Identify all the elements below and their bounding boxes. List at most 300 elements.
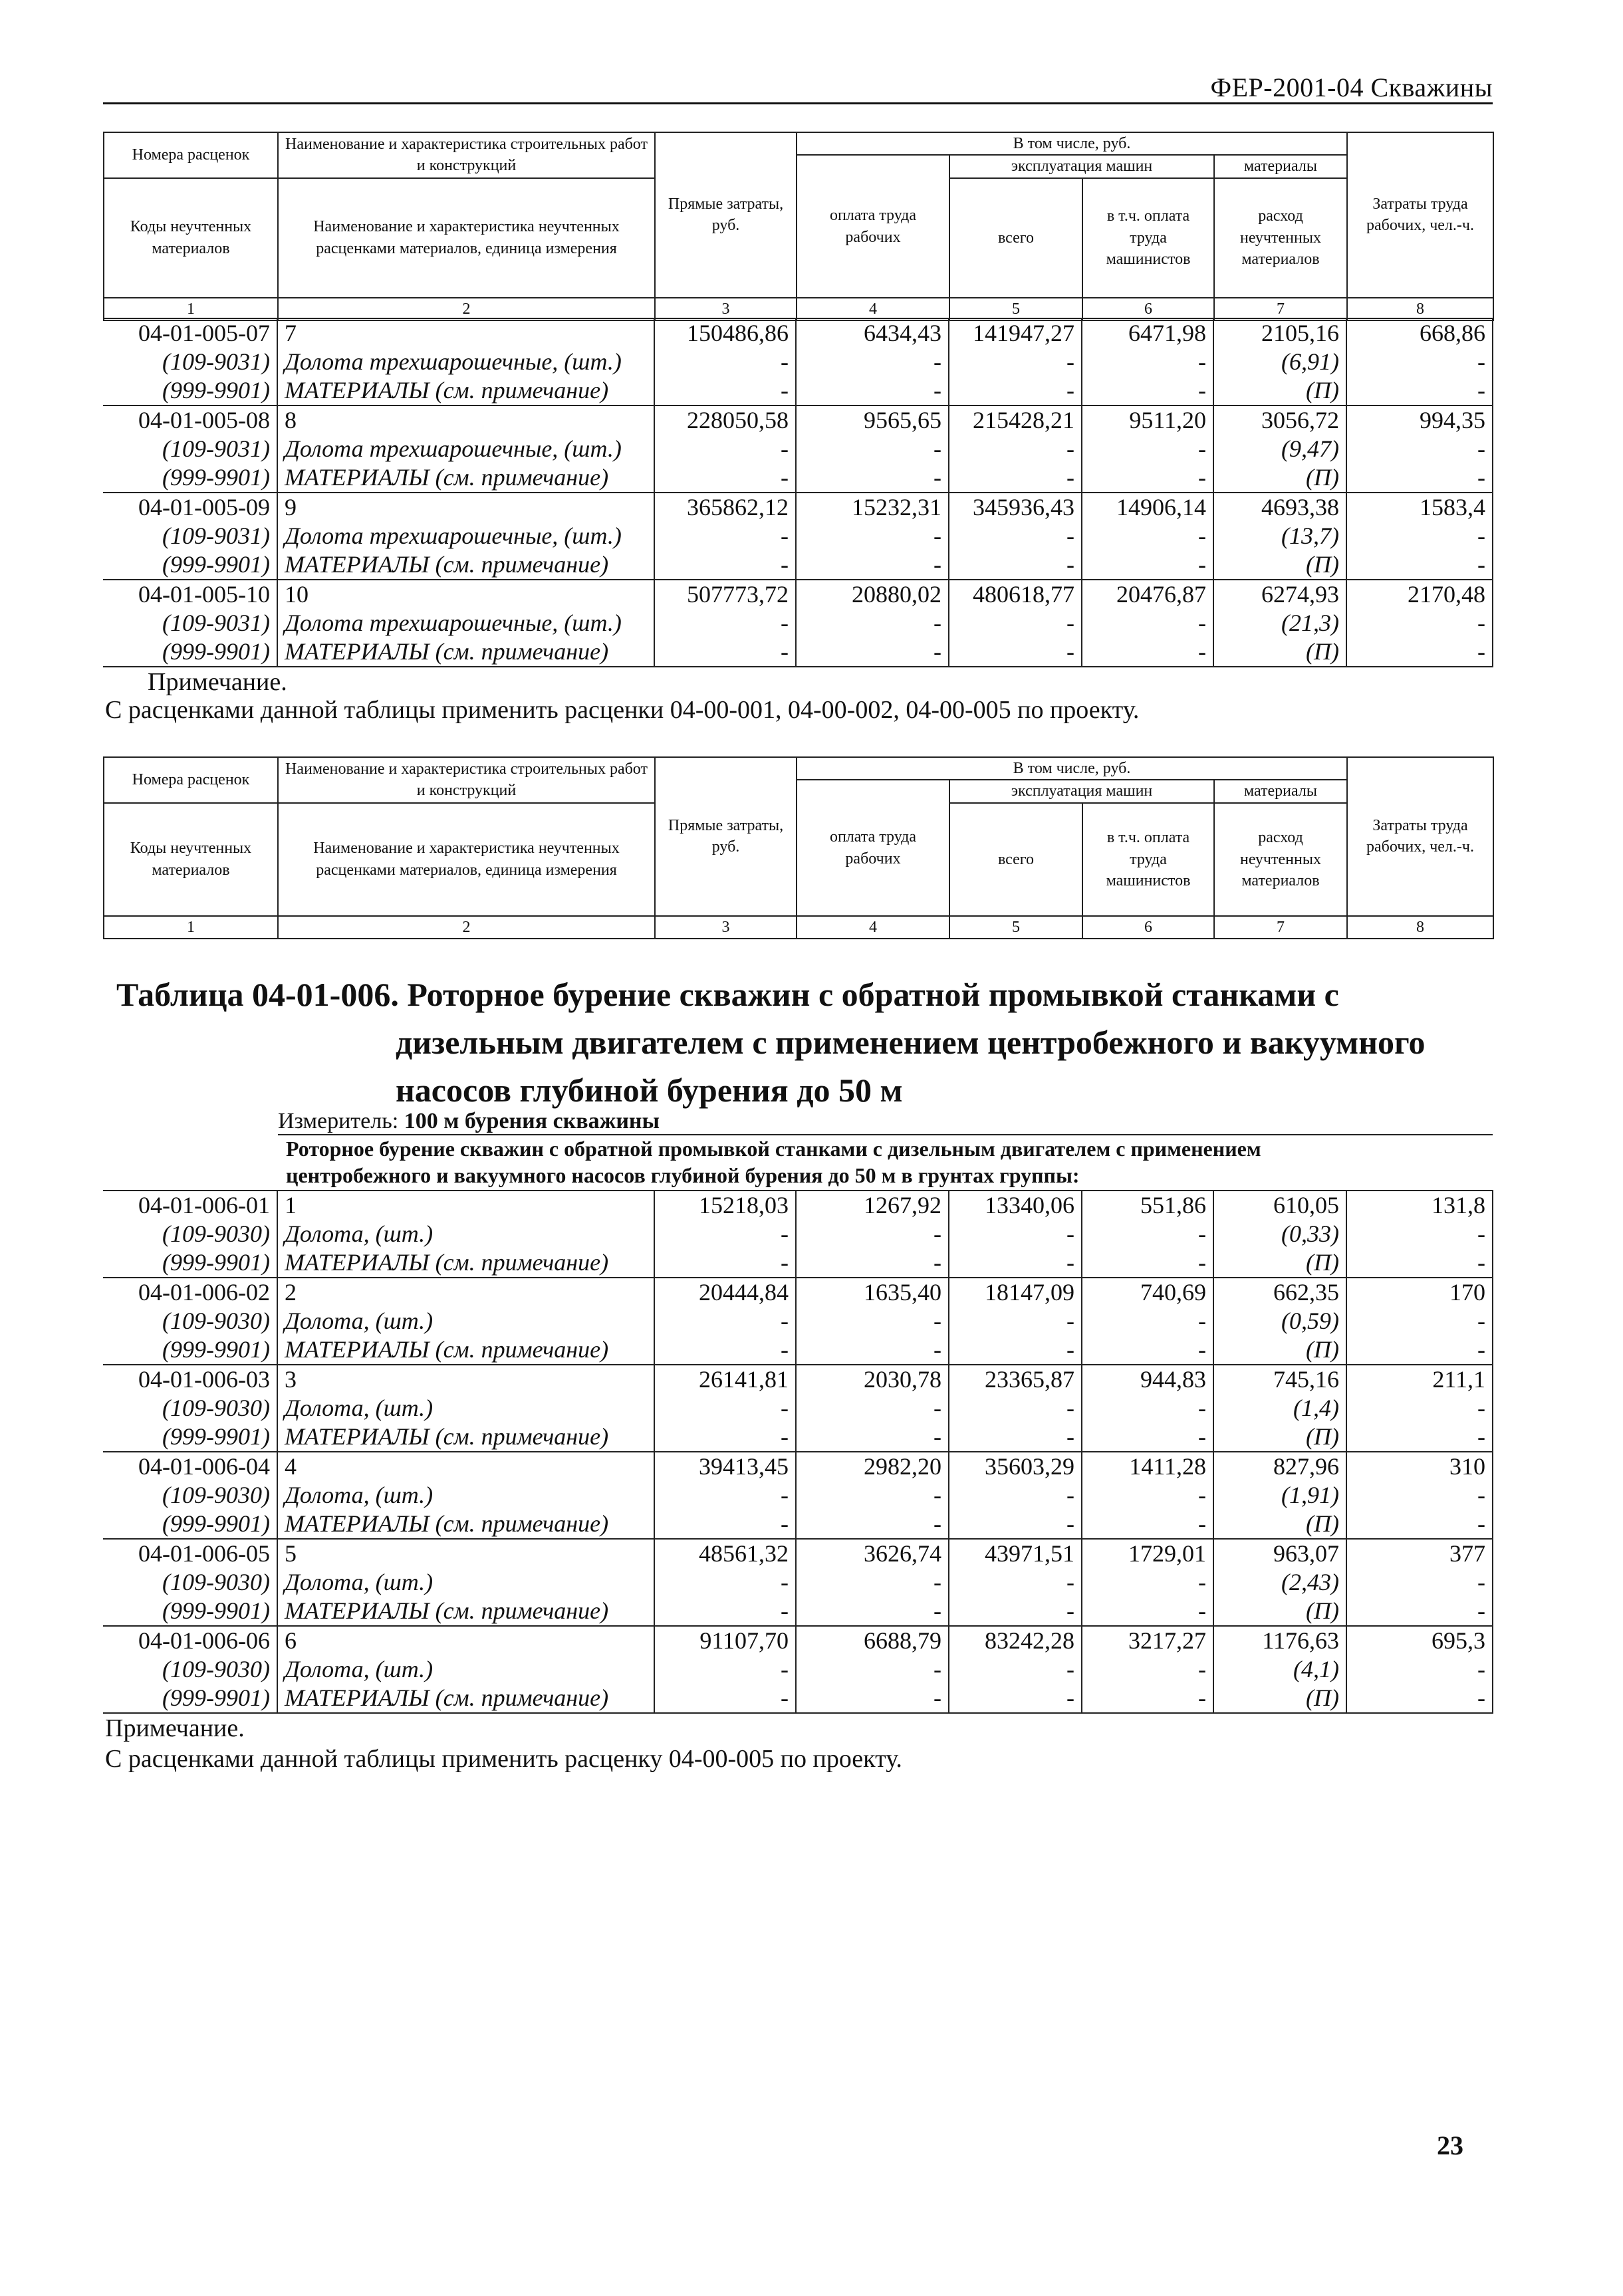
value-cell: - <box>949 522 1082 550</box>
value-cell: (П) <box>1213 376 1346 405</box>
value-cell: - <box>796 348 949 376</box>
value-cell: - <box>654 1307 796 1335</box>
material-row <box>103 376 1493 405</box>
caption-line2: центробежного и вакуумного насосов глубиной бурения до 50 м в грунтах группы: <box>286 1163 1080 1187</box>
rate-code: (999-9901) <box>103 463 277 493</box>
table2-title-line2: дизельным двигателем с применением центробежного и вакуумного <box>396 1024 1426 1061</box>
value-cell: 39413,45 <box>654 1452 796 1481</box>
rate-name: МАТЕРИАЛЫ (см. примечание) <box>277 376 654 405</box>
rate-name: Долота трехшарошечные, (шт.) <box>277 609 654 637</box>
value-cell: 9565,65 <box>796 405 949 435</box>
rate-name: Долота, (шт.) <box>277 1655 654 1684</box>
col-number: 2 <box>278 298 655 320</box>
rate-code: (999-9901) <box>103 1423 277 1452</box>
value-cell: - <box>1082 609 1213 637</box>
value-cell: (21,3) <box>1213 609 1346 637</box>
rate-name: МАТЕРИАЛЫ (см. примечание) <box>277 1335 654 1365</box>
value-cell: - <box>1346 1220 1493 1248</box>
table2-column-header <box>103 756 1494 939</box>
rate-row <box>103 405 1493 435</box>
value-cell: - <box>1346 1684 1493 1713</box>
value-cell: 6434,43 <box>796 318 949 348</box>
value-cell: - <box>1082 1394 1213 1423</box>
value-cell: - <box>796 1423 949 1452</box>
value-cell: - <box>949 1481 1082 1510</box>
value-cell: - <box>949 637 1082 667</box>
value-cell: - <box>796 376 949 405</box>
rate-name: Долота, (шт.) <box>277 1568 654 1597</box>
value-cell: - <box>1346 376 1493 405</box>
value-cell: - <box>1082 376 1213 405</box>
value-cell: 610,05 <box>1213 1191 1346 1220</box>
value-cell: 228050,58 <box>654 405 796 435</box>
value-cell: 20444,84 <box>654 1278 796 1307</box>
col-number: 1 <box>104 916 278 939</box>
value-cell: - <box>654 637 796 667</box>
value-cell: - <box>796 1335 949 1365</box>
value-cell: 2105,16 <box>1213 318 1346 348</box>
value-cell: - <box>1346 609 1493 637</box>
value-cell: - <box>1346 463 1493 493</box>
rate-name: МАТЕРИАЛЫ (см. примечание) <box>277 1248 654 1278</box>
rate-code: (999-9901) <box>103 550 277 580</box>
rate-row <box>103 1278 1493 1307</box>
material-row <box>103 1684 1493 1713</box>
material-row <box>103 1335 1493 1365</box>
value-cell: 310 <box>1346 1452 1493 1481</box>
value-cell: - <box>1346 1394 1493 1423</box>
value-cell: - <box>949 1423 1082 1452</box>
value-cell: - <box>949 609 1082 637</box>
col-material-consumption: расход неучтенных материалов <box>1214 178 1347 298</box>
value-cell: - <box>949 1248 1082 1278</box>
value-cell: - <box>796 1307 949 1335</box>
rate-code: 04-01-006-01 <box>103 1191 277 1220</box>
material-row <box>103 1510 1493 1539</box>
rate-code: (109-9031) <box>162 348 270 375</box>
rate-code: (999-9901) <box>103 1248 277 1278</box>
value-cell: 35603,29 <box>949 1452 1082 1481</box>
value-cell: (9,47) <box>1213 435 1346 463</box>
value-cell: 131,8 <box>1346 1191 1493 1220</box>
value-cell: (6,91) <box>1213 348 1346 376</box>
value-cell: - <box>1082 435 1213 463</box>
value-cell: - <box>654 1220 796 1248</box>
measure-value: 100 м бурения скважины <box>404 1109 660 1133</box>
rate-row <box>103 1626 1493 1655</box>
rate-name: МАТЕРИАЛЫ (см. примечание) <box>277 463 654 493</box>
value-cell: 9511,20 <box>1082 405 1213 435</box>
value-cell: - <box>654 1568 796 1597</box>
rate-code: (109-9030) <box>162 1656 270 1682</box>
value-cell: - <box>796 1220 949 1248</box>
col-machine-operation: эксплуатация машин <box>949 780 1214 802</box>
value-cell: - <box>949 1597 1082 1626</box>
material-row <box>103 550 1493 580</box>
value-cell: - <box>1346 1248 1493 1278</box>
value-cell: - <box>949 348 1082 376</box>
value-cell: (0,33) <box>1213 1220 1346 1248</box>
col-material-name: Наименование и характеристика неучтенных расценками материалов, единица измерения <box>278 803 655 916</box>
material-row <box>103 348 1493 376</box>
value-cell: - <box>1082 1220 1213 1248</box>
rate-name: МАТЕРИАЛЫ (см. примечание) <box>277 1510 654 1539</box>
value-cell: - <box>1082 522 1213 550</box>
value-cell: 215428,21 <box>949 405 1082 435</box>
material-row <box>103 1394 1493 1423</box>
rate-code: 04-01-006-03 <box>103 1365 277 1394</box>
rate-code: (999-9901) <box>103 637 277 667</box>
rate-name: МАТЕРИАЛЫ (см. примечание) <box>277 1597 654 1626</box>
col-number: 2 <box>278 916 655 939</box>
value-cell: 3056,72 <box>1213 405 1346 435</box>
value-cell: 26141,81 <box>654 1365 796 1394</box>
value-cell: 23365,87 <box>949 1365 1082 1394</box>
page-number: 23 <box>1437 2130 1463 2160</box>
value-cell: 365862,12 <box>654 493 796 522</box>
col-machine-total: всего <box>949 803 1082 916</box>
value-cell: - <box>949 376 1082 405</box>
value-cell: - <box>1082 1481 1213 1510</box>
value-cell: - <box>654 1335 796 1365</box>
value-cell: 14906,14 <box>1082 493 1213 522</box>
value-cell: (0,59) <box>1213 1307 1346 1335</box>
rate-name: Долота трехшарошечные, (шт.) <box>277 522 654 550</box>
value-cell: - <box>1082 1597 1213 1626</box>
measure-unit <box>278 1109 660 1134</box>
material-row <box>103 637 1493 667</box>
value-cell: (П) <box>1213 1248 1346 1278</box>
rate-code: (999-9901) <box>103 1597 277 1626</box>
value-cell: 1729,01 <box>1082 1539 1213 1568</box>
rate-code: (109-9030) <box>162 1220 270 1247</box>
col-number: 4 <box>797 298 949 320</box>
value-cell: - <box>654 1394 796 1423</box>
value-cell: - <box>1082 348 1213 376</box>
rate-name: Долота, (шт.) <box>277 1481 654 1510</box>
value-cell: - <box>654 435 796 463</box>
note1-title: Примечание. <box>148 668 287 696</box>
value-cell: (1,91) <box>1213 1481 1346 1510</box>
value-cell: 15218,03 <box>654 1191 796 1220</box>
value-cell: - <box>654 1597 796 1626</box>
value-cell: (П) <box>1213 1335 1346 1365</box>
value-cell: - <box>949 1307 1082 1335</box>
value-cell: (13,7) <box>1213 522 1346 550</box>
table2-title <box>116 971 1479 1114</box>
value-cell: - <box>949 1568 1082 1597</box>
rate-row <box>103 1191 1493 1220</box>
value-cell: 48561,32 <box>654 1539 796 1568</box>
value-cell: - <box>1082 463 1213 493</box>
rate-name: Долота, (шт.) <box>277 1220 654 1248</box>
col-including: В том числе, руб. <box>797 757 1347 780</box>
value-cell: - <box>654 1684 796 1713</box>
col-work-name: Наименование и характеристика строительных работ и конструкций <box>278 757 655 803</box>
value-cell: - <box>1082 1423 1213 1452</box>
value-cell: - <box>949 435 1082 463</box>
rate-name: 7 <box>277 318 654 348</box>
table2-body <box>103 1190 1493 1714</box>
rate-code: 04-01-006-02 <box>103 1278 277 1307</box>
col-rate-numbers: Номера расценок <box>104 757 278 803</box>
value-cell: - <box>796 609 949 637</box>
table2-title-line3: насосов глубиной бурения до 50 м <box>396 1072 903 1109</box>
note2-title: Примечание. <box>105 1714 245 1742</box>
value-cell: - <box>654 609 796 637</box>
col-material-name: Наименование и характеристика неучтенных расценками материалов, единица измерения <box>278 178 655 298</box>
rate-code: (109-9030) <box>162 1569 270 1595</box>
rate-name: Долота, (шт.) <box>277 1307 654 1335</box>
material-row <box>103 1655 1493 1684</box>
value-cell: - <box>796 1597 949 1626</box>
rate-row <box>103 1539 1493 1568</box>
value-cell: - <box>1346 637 1493 667</box>
value-cell: (1,4) <box>1213 1394 1346 1423</box>
value-cell: 20880,02 <box>796 580 949 609</box>
value-cell: 2170,48 <box>1346 580 1493 609</box>
rate-name: 2 <box>277 1278 654 1307</box>
col-machine-operation: эксплуатация машин <box>949 155 1214 177</box>
value-cell: - <box>796 1568 949 1597</box>
col-number: 1 <box>104 298 278 320</box>
value-cell: - <box>1346 1481 1493 1510</box>
material-row <box>103 435 1493 463</box>
note2-text: С расценками данной таблицы применить расценку 04-00-005 по проекту. <box>105 1745 902 1773</box>
rate-code: (109-9031) <box>162 435 270 462</box>
col-material-codes: Коды неучтенных материалов <box>104 803 278 916</box>
material-row <box>103 1423 1493 1452</box>
value-cell: - <box>1346 1307 1493 1335</box>
col-number: 5 <box>949 298 1082 320</box>
value-cell: (П) <box>1213 1597 1346 1626</box>
value-cell: 13340,06 <box>949 1191 1082 1220</box>
value-cell: - <box>949 463 1082 493</box>
rate-code: 04-01-005-07 <box>103 318 277 348</box>
material-row <box>103 609 1493 637</box>
rate-name: 6 <box>277 1626 654 1655</box>
document-title: ФЕР-2001-04 Скважины <box>1210 72 1493 102</box>
caption-line1: Роторное бурение скважин с обратной промывкой станками с дизельным двигателем с применением <box>286 1137 1261 1161</box>
value-cell: 480618,77 <box>949 580 1082 609</box>
table1-column-header <box>103 132 1494 321</box>
value-cell: 662,35 <box>1213 1278 1346 1307</box>
measure-label: Измеритель: <box>278 1109 399 1133</box>
col-rate-numbers: Номера расценок <box>104 132 278 178</box>
value-cell: 83242,28 <box>949 1626 1082 1655</box>
value-cell: - <box>796 1684 949 1713</box>
value-cell: - <box>654 1655 796 1684</box>
col-machinist-pay: в т.ч. оплата труда машинистов <box>1082 178 1214 298</box>
value-cell: - <box>796 435 949 463</box>
value-cell: 20476,87 <box>1082 580 1213 609</box>
value-cell: - <box>654 522 796 550</box>
value-cell: - <box>654 1510 796 1539</box>
material-row <box>103 1481 1493 1510</box>
col-material-codes: Коды неучтенных материалов <box>104 178 278 298</box>
rate-code: 04-01-005-09 <box>103 493 277 522</box>
value-cell: - <box>1346 1655 1493 1684</box>
value-cell: 2982,20 <box>796 1452 949 1481</box>
rate-code: 04-01-006-05 <box>103 1539 277 1568</box>
note1-text: С расценками данной таблицы применить расценки 04-00-001, 04-00-002, 04-00-005 по проекту. <box>105 696 1140 724</box>
rate-code: 04-01-005-08 <box>103 405 277 435</box>
value-cell: - <box>949 1220 1082 1248</box>
value-cell: (П) <box>1213 550 1346 580</box>
col-number: 3 <box>655 916 797 939</box>
value-cell: - <box>796 1655 949 1684</box>
value-cell: - <box>1346 1597 1493 1626</box>
value-cell: - <box>796 1394 949 1423</box>
value-cell: - <box>1082 550 1213 580</box>
material-row <box>103 1248 1493 1278</box>
value-cell: 1583,4 <box>1346 493 1493 522</box>
col-materials: материалы <box>1214 780 1347 802</box>
value-cell: - <box>654 1423 796 1452</box>
rate-name: Долота, (шт.) <box>277 1394 654 1423</box>
value-cell: - <box>949 550 1082 580</box>
value-cell: - <box>949 1394 1082 1423</box>
value-cell: - <box>654 376 796 405</box>
value-cell: - <box>949 1684 1082 1713</box>
value-cell: 507773,72 <box>654 580 796 609</box>
col-number: 8 <box>1347 298 1493 320</box>
col-work-name: Наименование и характеристика строительных работ и конструкций <box>278 132 655 178</box>
value-cell: 994,35 <box>1346 405 1493 435</box>
value-cell: (П) <box>1213 463 1346 493</box>
value-cell: 695,3 <box>1346 1626 1493 1655</box>
value-cell: - <box>949 1510 1082 1539</box>
col-number: 3 <box>655 298 797 320</box>
material-row <box>103 463 1493 493</box>
value-cell: (П) <box>1213 1423 1346 1452</box>
value-cell: 963,07 <box>1213 1539 1346 1568</box>
col-direct-costs: Прямые затраты, руб. <box>655 757 797 916</box>
rate-name: 10 <box>277 580 654 609</box>
col-direct-costs: Прямые затраты, руб. <box>655 132 797 298</box>
col-material-consumption: расход неучтенных материалов <box>1214 803 1347 916</box>
rate-name: 9 <box>277 493 654 522</box>
value-cell: (2,43) <box>1213 1568 1346 1597</box>
col-worker-pay: оплата труда рабочих <box>797 155 949 297</box>
value-cell: 668,86 <box>1346 318 1493 348</box>
rate-name: 3 <box>277 1365 654 1394</box>
value-cell: (П) <box>1213 1510 1346 1539</box>
col-including: В том числе, руб. <box>797 132 1347 155</box>
value-cell: (П) <box>1213 1684 1346 1713</box>
value-cell: 740,69 <box>1082 1278 1213 1307</box>
value-cell: - <box>1082 1568 1213 1597</box>
value-cell: - <box>1346 348 1493 376</box>
col-number: 6 <box>1082 916 1214 939</box>
value-cell: - <box>949 1655 1082 1684</box>
value-cell: - <box>654 348 796 376</box>
value-cell: - <box>796 1510 949 1539</box>
col-machinist-pay: в т.ч. оплата труда машинистов <box>1082 803 1214 916</box>
rate-name: 4 <box>277 1452 654 1481</box>
rate-code: (999-9901) <box>103 376 277 405</box>
value-cell: - <box>1346 1568 1493 1597</box>
value-cell: 2030,78 <box>796 1365 949 1394</box>
value-cell: 4693,38 <box>1213 493 1346 522</box>
rate-name: 1 <box>277 1191 654 1220</box>
value-cell: - <box>796 637 949 667</box>
col-number: 7 <box>1214 916 1347 939</box>
rate-code: 04-01-006-04 <box>103 1452 277 1481</box>
rate-name: МАТЕРИАЛЫ (см. примечание) <box>277 637 654 667</box>
rate-name: МАТЕРИАЛЫ (см. примечание) <box>277 550 654 580</box>
value-cell: - <box>796 1481 949 1510</box>
material-row <box>103 1568 1493 1597</box>
value-cell: 827,96 <box>1213 1452 1346 1481</box>
rate-code: (999-9901) <box>103 1684 277 1713</box>
value-cell: - <box>796 550 949 580</box>
value-cell: 345936,43 <box>949 493 1082 522</box>
col-machine-total: всего <box>949 178 1082 298</box>
value-cell: 551,86 <box>1082 1191 1213 1220</box>
value-cell: - <box>1082 1248 1213 1278</box>
value-cell: - <box>949 1335 1082 1365</box>
rate-row <box>103 493 1493 522</box>
value-cell: 6688,79 <box>796 1626 949 1655</box>
rate-row <box>103 580 1493 609</box>
rate-name: Долота трехшарошечные, (шт.) <box>277 435 654 463</box>
rate-code: (109-9030) <box>162 1308 270 1334</box>
value-cell: 91107,70 <box>654 1626 796 1655</box>
col-worker-pay: оплата труда рабочих <box>797 780 949 915</box>
rate-row <box>103 318 1493 348</box>
col-number: 4 <box>797 916 949 939</box>
col-number: 7 <box>1214 298 1347 320</box>
col-labor-costs: Затраты труда рабочих, чел.-ч. <box>1347 757 1493 916</box>
value-cell: - <box>1082 1510 1213 1539</box>
rate-code: 04-01-006-06 <box>103 1626 277 1655</box>
value-cell: 377 <box>1346 1539 1493 1568</box>
value-cell: 150486,86 <box>654 318 796 348</box>
value-cell: 1411,28 <box>1082 1452 1213 1481</box>
rate-name: МАТЕРИАЛЫ (см. примечание) <box>277 1684 654 1713</box>
rate-row <box>103 1452 1493 1481</box>
material-row <box>103 1307 1493 1335</box>
value-cell: 944,83 <box>1082 1365 1213 1394</box>
value-cell: 3217,27 <box>1082 1626 1213 1655</box>
value-cell: - <box>654 1481 796 1510</box>
value-cell: - <box>1082 1307 1213 1335</box>
value-cell: 1635,40 <box>796 1278 949 1307</box>
rate-code: (999-9901) <box>103 1335 277 1365</box>
value-cell: 15232,31 <box>796 493 949 522</box>
value-cell: - <box>1346 435 1493 463</box>
table2-caption <box>278 1134 1493 1190</box>
rate-name: МАТЕРИАЛЫ (см. примечание) <box>277 1423 654 1452</box>
rate-code: (109-9031) <box>162 522 270 549</box>
value-cell: (4,1) <box>1213 1655 1346 1684</box>
value-cell: - <box>796 463 949 493</box>
value-cell: 1267,92 <box>796 1191 949 1220</box>
value-cell: 170 <box>1346 1278 1493 1307</box>
rate-code: (999-9901) <box>103 1510 277 1539</box>
rate-code: 04-01-005-10 <box>103 580 277 609</box>
value-cell: - <box>1082 1655 1213 1684</box>
col-number: 8 <box>1347 916 1493 939</box>
value-cell: 745,16 <box>1213 1365 1346 1394</box>
value-cell: - <box>1346 522 1493 550</box>
col-materials: материалы <box>1214 155 1347 177</box>
value-cell: 211,1 <box>1346 1365 1493 1394</box>
rate-name: Долота трехшарошечные, (шт.) <box>277 348 654 376</box>
value-cell: - <box>1346 1510 1493 1539</box>
value-cell: - <box>796 522 949 550</box>
